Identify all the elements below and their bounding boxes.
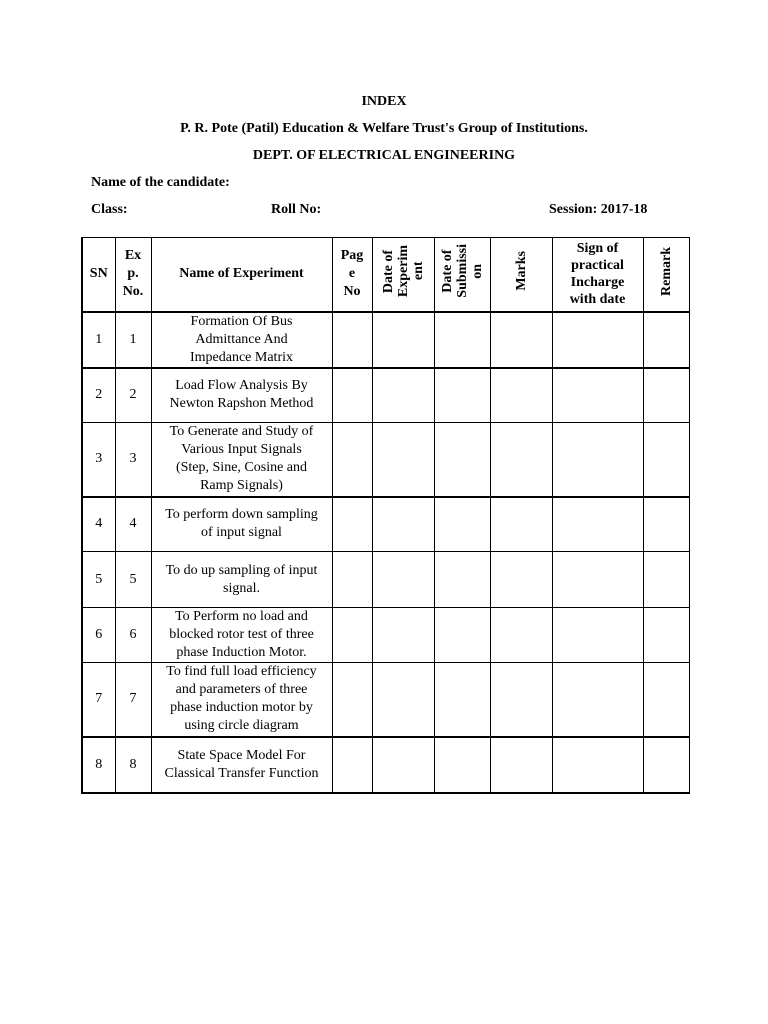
- cell-marks: [490, 368, 552, 423]
- cell-remark: [643, 312, 689, 368]
- cell-date-of-experiment: [372, 497, 434, 552]
- table-row: [82, 497, 689, 552]
- class-label: Class:: [91, 202, 128, 217]
- table-row: [82, 368, 689, 423]
- cell-remark: [643, 423, 689, 497]
- row-experiment-name: To Perform no load and blocked rotor test of three phase Induction Motor.: [151, 608, 332, 663]
- row-exp-no: 8: [115, 737, 151, 793]
- candidate-name-label: Name of the candidate:: [91, 175, 230, 190]
- cell-date-of-submission: [434, 312, 490, 368]
- row-experiment-name: Load Flow Analysis By Newton Rapshon Method: [151, 368, 332, 423]
- cell-marks: [490, 312, 552, 368]
- table-row: [82, 737, 689, 793]
- table-row: [82, 423, 689, 497]
- cell-sign: [552, 312, 643, 368]
- row-exp-no: 4: [115, 497, 151, 552]
- cell-sign: [552, 368, 643, 423]
- table-header-row: [82, 238, 689, 312]
- cell-remark: [643, 608, 689, 663]
- header-remark: [643, 238, 689, 312]
- row-sn: 3: [82, 423, 115, 497]
- cell-page-no: [332, 423, 372, 497]
- cell-date-of-experiment: [372, 608, 434, 663]
- cell-sign: [552, 423, 643, 497]
- row-experiment-name: State Space Model For Classical Transfer Function: [151, 737, 332, 793]
- cell-page-no: [332, 737, 372, 793]
- row-sn: 4: [82, 497, 115, 552]
- department-name: DEPT. OF ELECTRICAL ENGINEERING: [252, 148, 516, 163]
- cell-date-of-submission: [434, 737, 490, 793]
- cell-page-no: [332, 663, 372, 737]
- row-experiment-name: Formation Of Bus Admittance And Impedance Matrix: [151, 312, 332, 368]
- cell-date-of-experiment: [372, 312, 434, 368]
- cell-date-of-experiment: [372, 368, 434, 423]
- table-row: [82, 608, 689, 663]
- header-page-no: Pag e No: [332, 238, 372, 312]
- institution-name: P. R. Pote (Patil) Education & Welfare Trust's Group of Institutions.: [180, 121, 588, 136]
- row-sn: 7: [82, 663, 115, 737]
- row-exp-no: 5: [115, 552, 151, 608]
- row-sn: 2: [82, 368, 115, 423]
- row-exp-no: 3: [115, 423, 151, 497]
- header-sn: SN: [82, 238, 115, 312]
- cell-remark: [643, 663, 689, 737]
- cell-sign: [552, 663, 643, 737]
- header-name-of-experiment: Name of Experiment: [151, 238, 332, 312]
- row-exp-no: 6: [115, 608, 151, 663]
- cell-date-of-submission: [434, 552, 490, 608]
- cell-marks: [490, 737, 552, 793]
- row-sn: 5: [82, 552, 115, 608]
- cell-date-of-submission: [434, 423, 490, 497]
- row-sn: 1: [82, 312, 115, 368]
- row-sn: 6: [82, 608, 115, 663]
- header-date-of-submission: [434, 238, 490, 312]
- cell-date-of-experiment: [372, 663, 434, 737]
- row-experiment-name: To perform down sampling of input signal: [151, 497, 332, 552]
- table-row: [82, 552, 689, 608]
- header-date-of-submission-text: Date of Submissi on: [439, 244, 485, 299]
- cell-remark: [643, 552, 689, 608]
- cell-marks: [490, 423, 552, 497]
- row-exp-no: 7: [115, 663, 151, 737]
- cell-page-no: [332, 552, 372, 608]
- cell-sign: [552, 552, 643, 608]
- cell-page-no: [332, 497, 372, 552]
- cell-date-of-experiment: [372, 737, 434, 793]
- header-date-of-experiment: [372, 238, 434, 312]
- roll-number-label: Roll No:: [271, 202, 322, 217]
- cell-marks: [490, 497, 552, 552]
- row-experiment-name: To Generate and Study of Various Input Signals (Step, Sine, Cosine and Ramp Signals): [151, 423, 332, 497]
- header-marks: [490, 238, 552, 312]
- header-exp-no: Ex p. No.: [115, 238, 151, 312]
- cell-date-of-experiment: [372, 423, 434, 497]
- cell-remark: [643, 737, 689, 793]
- cell-remark: [643, 368, 689, 423]
- table-row: [82, 312, 689, 368]
- experiment-index-table: [81, 237, 690, 794]
- cell-marks: [490, 608, 552, 663]
- cell-sign: [552, 608, 643, 663]
- table-row: [82, 663, 689, 737]
- cell-remark: [643, 497, 689, 552]
- cell-page-no: [332, 368, 372, 423]
- header-date-of-experiment-text: Date of Experim ent: [380, 245, 426, 298]
- header-remark-text: Remark: [658, 246, 674, 296]
- cell-marks: [490, 663, 552, 737]
- cell-date-of-submission: [434, 368, 490, 423]
- index-title: INDEX: [361, 94, 407, 109]
- cell-sign: [552, 497, 643, 552]
- cell-date-of-submission: [434, 608, 490, 663]
- header-sign-of-incharge: Sign of practical Incharge with date: [552, 238, 643, 312]
- header-marks-text: Marks: [513, 251, 529, 292]
- row-exp-no: 1: [115, 312, 151, 368]
- cell-marks: [490, 552, 552, 608]
- row-sn: 8: [82, 737, 115, 793]
- row-exp-no: 2: [115, 368, 151, 423]
- cell-page-no: [332, 608, 372, 663]
- row-experiment-name: To do up sampling of input signal.: [151, 552, 332, 608]
- cell-sign: [552, 737, 643, 793]
- cell-date-of-experiment: [372, 552, 434, 608]
- cell-date-of-submission: [434, 497, 490, 552]
- cell-date-of-submission: [434, 663, 490, 737]
- row-experiment-name: To find full load efficiency and parameters of three phase induction motor by using circle diagram: [151, 663, 332, 737]
- session-label: Session: 2017-18: [549, 202, 648, 217]
- cell-page-no: [332, 312, 372, 368]
